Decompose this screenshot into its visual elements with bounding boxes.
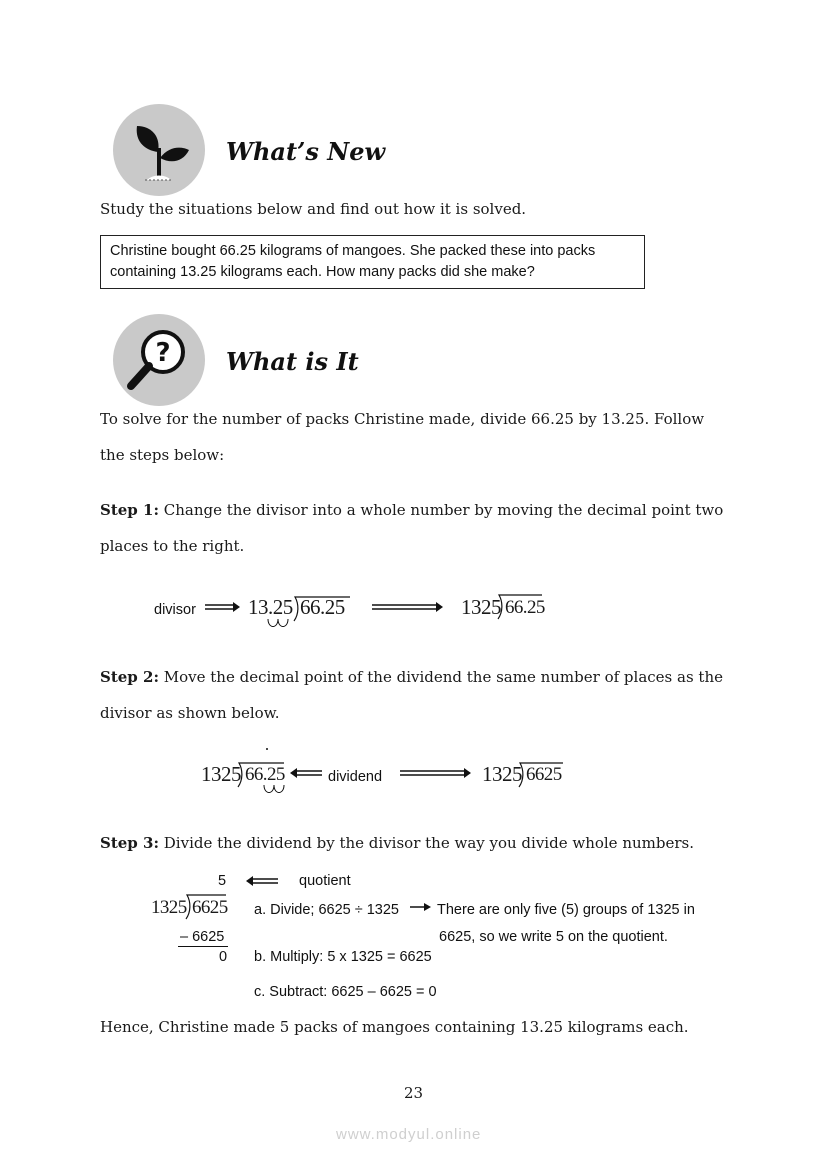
what-is-it-intro-line-2: the steps below: [100, 446, 225, 464]
step2-text: Move the decimal point of the dividend the same number of places as the [159, 668, 723, 686]
step2-label: Step 2: [100, 668, 159, 686]
step3-note-a-explain-2: 6625, so we write 5 on the quotient. [439, 929, 668, 945]
step1-dividend: 66.25 [300, 595, 345, 619]
step3-remainder: 0 [219, 949, 228, 965]
step1-text: Change the divisor into a whole number by moving the decimal point two [159, 501, 724, 519]
step3-quotient-label: quotient [299, 873, 351, 889]
problem-box [100, 235, 645, 289]
what-is-it-intro-line-1: To solve for the number of packs Christine made, divide 66.25 by 13.25. Follow [100, 410, 705, 428]
step1-new-divisor: 1325 [461, 595, 501, 619]
step1-label: Step 1: [100, 501, 159, 519]
step1-text-line-1 [100, 501, 723, 519]
step1-text-line-2: places to the right. [100, 537, 245, 555]
step1-new-dividend: 66.25 [505, 597, 545, 618]
step3-body: Divide the dividend by the divisor the way you divide whole numbers. [159, 834, 694, 852]
step2-arrow-right [400, 767, 472, 779]
watermark: www.modyul.online [336, 1126, 482, 1143]
whats-new-intro: Study the situations below and find out how it is solved. [100, 200, 527, 218]
step2-dividend-label: dividend [328, 769, 383, 785]
step1-decimal-move-loops [266, 617, 294, 631]
step2-dividend: 66.25 [245, 764, 285, 785]
plant-sprout-icon [113, 104, 205, 196]
step3-label: Step 3: [100, 834, 159, 852]
step2-decimal-move-loops [262, 783, 290, 797]
whats-new-icon-circle [113, 104, 205, 196]
step2-new-decimal-dot [266, 748, 268, 750]
step3-note-c: c. Subtract: 6625 – 6625 = 0 [254, 984, 437, 1000]
step1-arrow-2 [372, 601, 444, 613]
problem-line-1: Christine bought 66.25 kilograms of mangoes. She packed these into packs [110, 243, 596, 259]
svg-text:?: ? [155, 338, 171, 368]
step2-new-dividend: 6625 [526, 764, 562, 785]
magnifier-question-icon [113, 314, 205, 406]
page-number: 23 [404, 1084, 424, 1102]
conclusion: Hence, Christine made 5 packs of mangoes containing 13.25 kilograms each. [100, 1018, 689, 1036]
whats-new-heading: What’s New [226, 137, 386, 166]
step2-divisor: 1325 [201, 762, 241, 786]
step3-quotient-arrow [246, 875, 278, 887]
step3-text [100, 834, 694, 852]
step3-note-a: a. Divide; 6625 ÷ 1325 [254, 902, 399, 918]
step3-quotient: 5 [218, 873, 227, 889]
step1-arrow-1 [205, 601, 241, 613]
step3-note-a-arrow [410, 902, 432, 912]
what-is-it-heading: What is It [226, 347, 359, 376]
step1-divisor: 13.25 [248, 595, 293, 619]
step3-note-a-explain-1: There are only five (5) groups of 1325 in [437, 902, 695, 918]
what-is-it-icon-circle [113, 314, 205, 406]
step3-divisor: 1325 [151, 897, 187, 918]
step1-divisor-label: divisor [154, 602, 196, 618]
step3-note-b: b. Multiply: 5 x 1325 = 6625 [254, 949, 432, 965]
step3-subtrahend: – 6625 [180, 929, 225, 945]
step3-dividend: 6625 [192, 897, 228, 918]
step2-new-divisor: 1325 [482, 762, 522, 786]
step2-text-line-1 [100, 668, 723, 686]
step2-text-line-2: divisor as shown below. [100, 704, 280, 722]
problem-line-2: containing 13.25 kilograms each. How many packs did she make? [110, 264, 535, 280]
step3-subtraction-line [178, 946, 228, 947]
step2-arrow-left [290, 767, 322, 779]
